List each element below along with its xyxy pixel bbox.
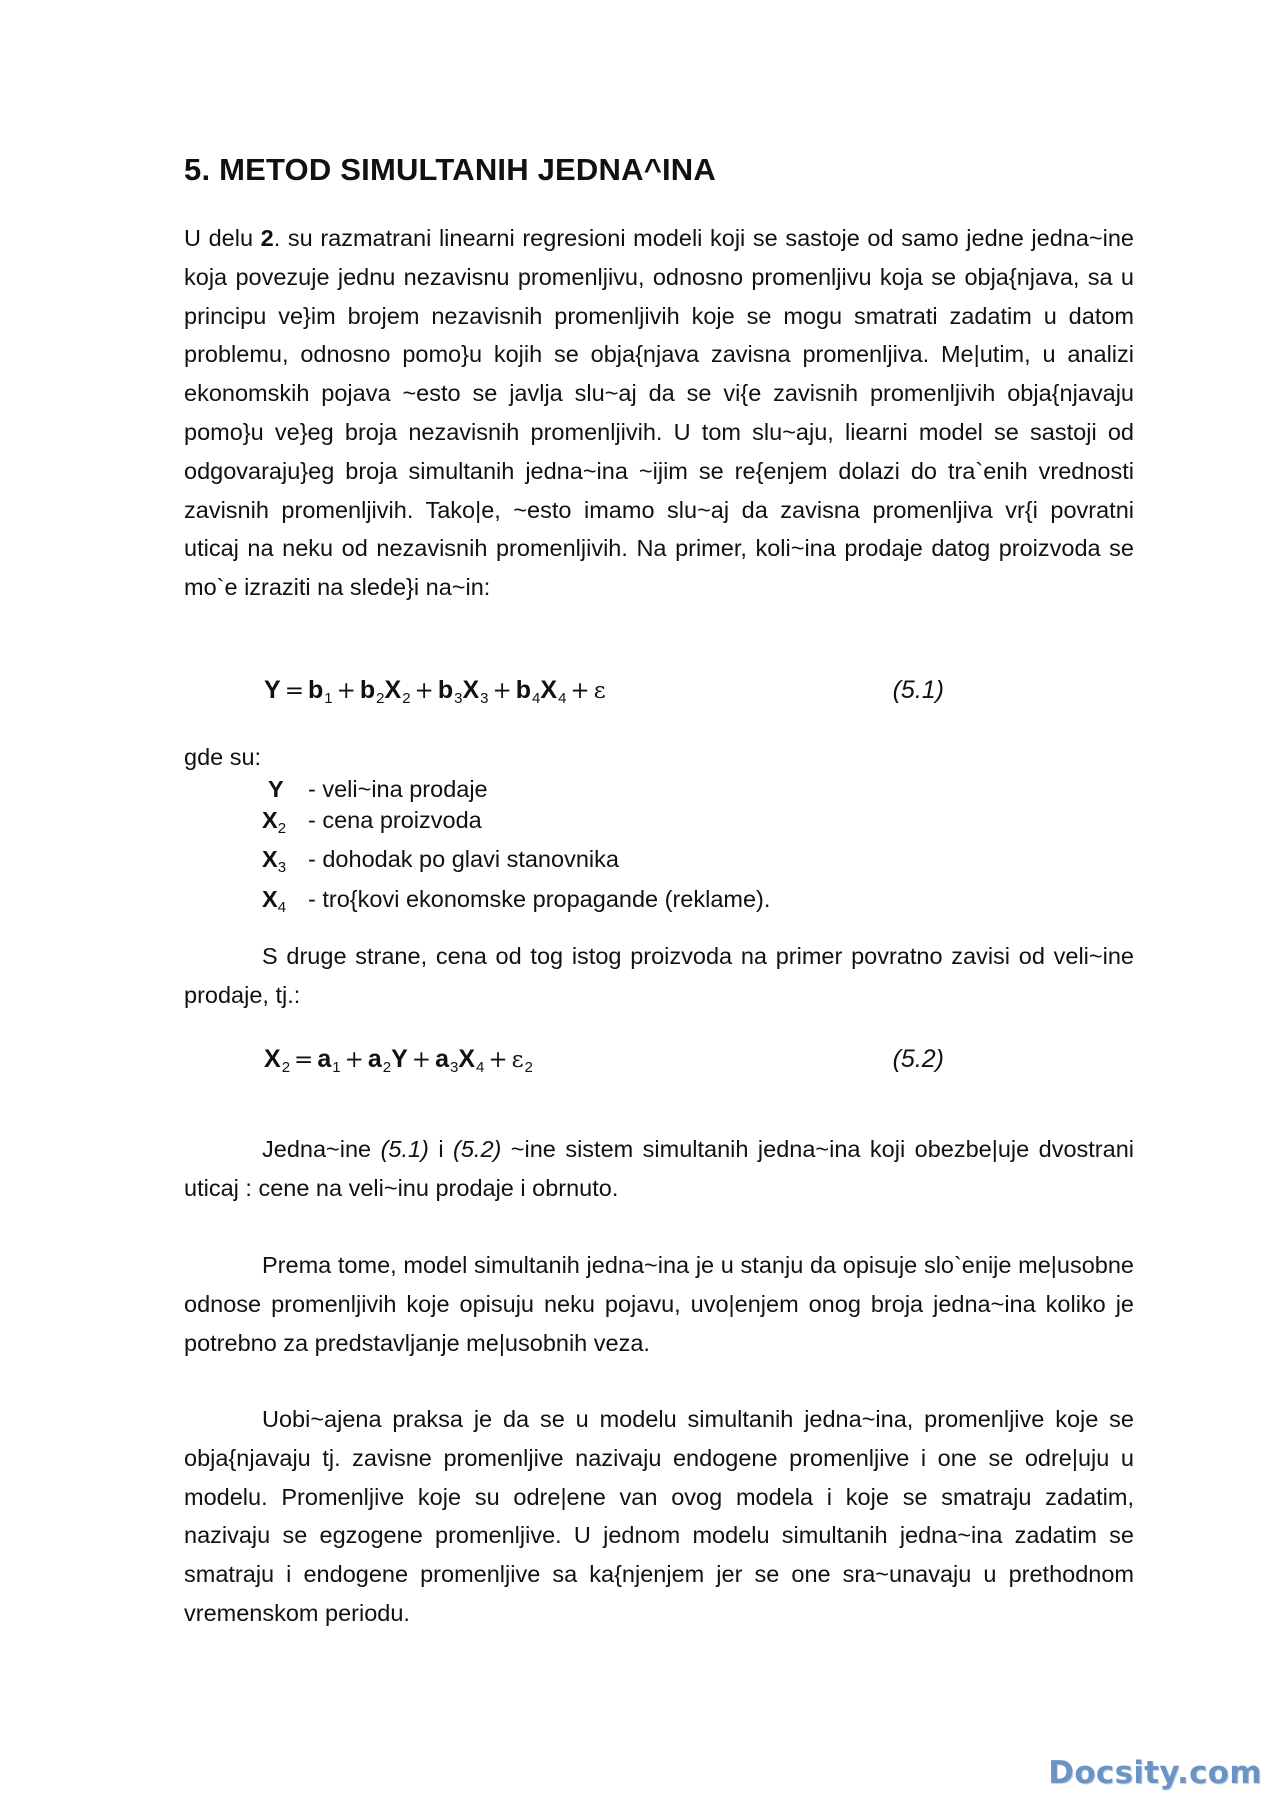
paragraph-intro xyxy=(184,219,1134,607)
section-title: 5. METOD SIMULTANIH JEDNA^INA xyxy=(184,152,716,187)
paragraph-feedback: S druge strane, cena od tog istog proizvoda na primer povratno zavisi od veli~ine prodaje, tj.: xyxy=(184,943,1134,1008)
equation-5-2 xyxy=(264,1045,944,1085)
definition-symbol: $X_2$ xyxy=(262,806,287,837)
definitions-list xyxy=(262,774,770,923)
equation-5-2-expression: $X_2 = a_1 + a_2Y + a_3X_4 + \varepsilon_2$ xyxy=(264,1045,533,1076)
equation-5-1 xyxy=(264,676,944,716)
definition-text: - cena proizvoda xyxy=(308,806,482,833)
paragraph-model: Prema tome, model simultanih jedna~ina je u stanju da opisuje slo`enije me|usobne odnose promenljivih koje opisuju neku pojavu, uvo|enjem onog broja jedna~ina koliko je potrebno za predstavljanje me|usobnih veza. xyxy=(184,1252,1134,1356)
equation-reference: (5.2) xyxy=(453,1136,502,1162)
definition-symbol: Y xyxy=(268,776,284,802)
intro-text-rest: . su razmatrani linearni regresioni modeli koji se sastoje od samo jedne jedna~ine koja povezuje jednu nezavisnu promenljivu, odnosno promenljivu koja se obja{njava, sa u principu ve}im brojem nezavisnih promenljivih koje se mogu smatrati zadatim u datom problemu, odnosno pomo}u kojih se obja{njava zavisna promenljiva. Me|utim, u analizi ekonomskih pojava ~esto se javlja slu~aj da se vi{e zavisnih promenljivih obja{njavaju pomo}u ve}eg broja nezavisnih promenljivih. U tom slu~aju, liearni model se sastoji od odgovaraju}eg broja simultanih jedna~ina ~ijim se re{enjem dolazi do tra`enih vrednosti zavisnih promenljivih. Tako|e, ~esto imamo slu~aj da zavisna promenljiva vr{i povratni uticaj na neku od nezavisnih promenljivih. Na primer, koli~ina prodaje datog proizvoda se mo`e izraziti na slede}i na~in: xyxy=(184,225,1134,601)
definition-row xyxy=(262,805,770,845)
equation-5-1-number: (5.1) xyxy=(892,676,944,704)
definitions-intro: gde su: xyxy=(184,744,262,770)
definition-row xyxy=(262,774,770,805)
paragraph-system: Jedna~ine (5.1) i (5.2) ~ine sistem simultanih jedna~ina koji obezbe|uje dvostrani uticaj : cene na veli~inu prodaje i obrnuto. xyxy=(184,1136,1134,1201)
definition-symbol: $X_4$ xyxy=(262,885,287,916)
equation-reference: (5.1) xyxy=(380,1136,429,1162)
equation-5-2-number: (5.2) xyxy=(892,1045,944,1073)
definition-text: - veli~ina prodaje xyxy=(308,776,488,802)
definition-text: - tro{kovi ekonomske propagande (reklame). xyxy=(308,885,771,912)
section-reference: 2 xyxy=(260,225,274,251)
definition-row xyxy=(262,844,770,884)
equation-5-1-expression: $Y = b_1 + b_2X_2 + b_3X_3 + b_4X_4 + \varepsilon$ xyxy=(264,676,606,707)
definition-symbol: $X_3$ xyxy=(262,846,287,876)
definition-row xyxy=(262,884,770,924)
paragraph-endogenous: Uobi~ajena praksa je da se u modelu simultanih jedna~ina, promenljive koje se obja{njavaju tj. zavisne promenljive nazivaju endogene promenljive i one se odre|uju u modelu. Promenljive koje su odre|ene van ovog modela i koje se smatraju zadatim, nazivaju se egzogene promenljive. U jednom modelu simultanih jedna~ina zadatim se smatraju i endogene promenljive sa ka{njenjem jer se one sra~unavaju u prethodnom vremenskom periodu. xyxy=(184,1406,1134,1626)
docsity-watermark: Docsity.com xyxy=(1048,1755,1262,1791)
definition-text: - dohodak po glavi stanovnika xyxy=(308,846,619,872)
intro-text-start: U delu xyxy=(184,225,261,251)
